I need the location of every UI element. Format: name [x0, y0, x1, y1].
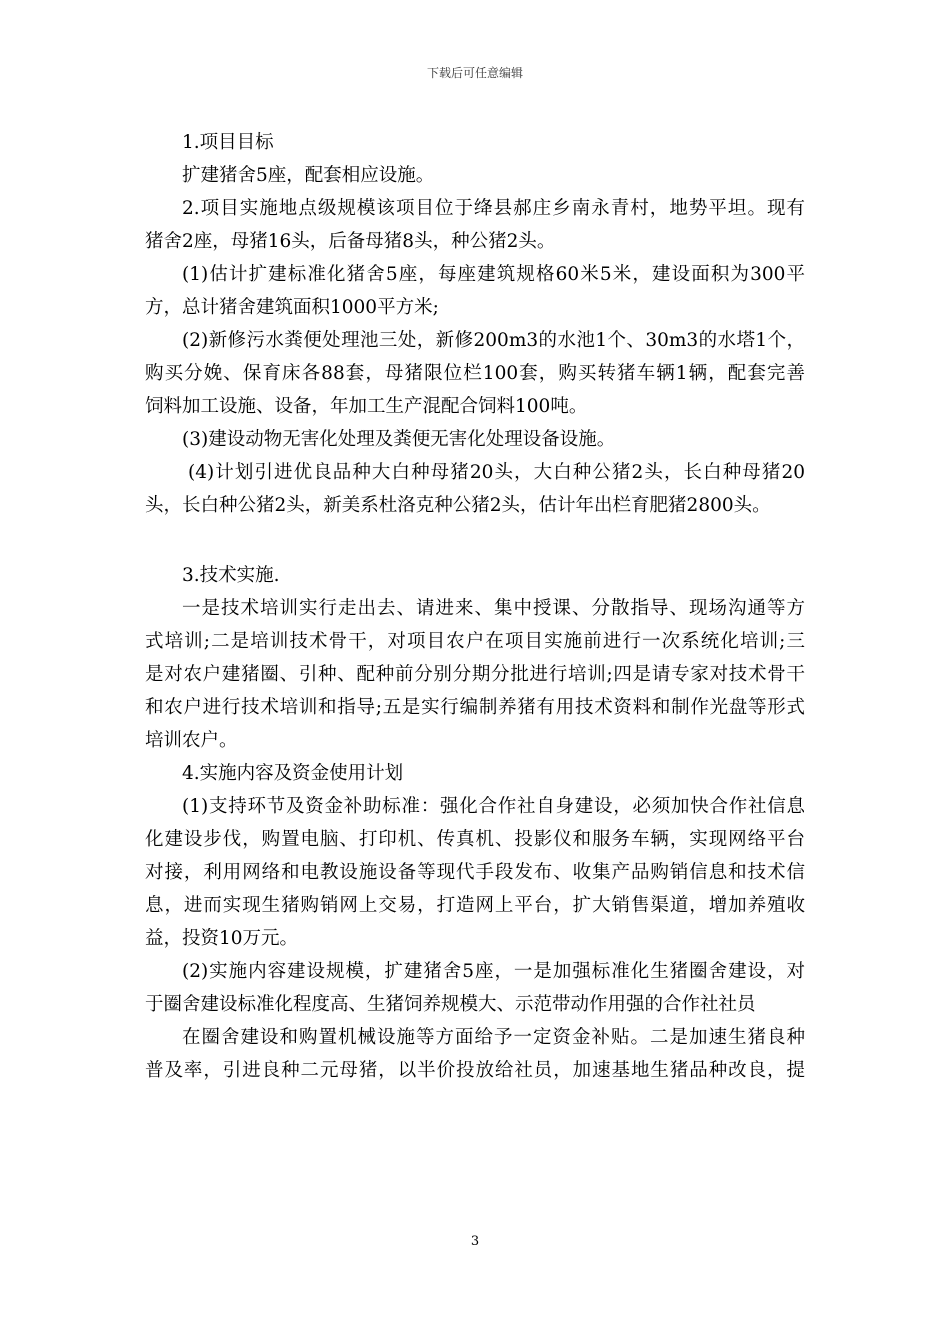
page-number: 3: [470, 1234, 480, 1249]
paragraph-line: 饲料加工设施、设备，年加工生产混配合饲料100吨。: [145, 396, 588, 417]
paragraph-line: 普及率，引进良种二元母猪，以半价投放给社员，加速基地生猪品种改良，提: [145, 1060, 805, 1081]
paragraph-line: (3)建设动物无害化处理及粪便无害化处理设备设施。: [182, 429, 616, 450]
paragraph-line: 猪舍2座，母猪16头，后备母猪8头，种公猪2头。: [145, 231, 556, 252]
blank-line: [145, 522, 805, 559]
document-body: [145, 126, 805, 1087]
paragraph-line: 益，投资10万元。: [145, 928, 299, 949]
paragraph-line: 化建设步伐，购置电脑、打印机、传真机、投影仪和服务车辆，实现网络平台: [145, 829, 805, 850]
paragraph-line: 和农户进行技术培训和指导;五是实行编制养猪有用技术资料和制作光盘等形式: [145, 697, 805, 718]
paragraph-line: (2)新修污水粪便处理池三处，新修200m3的水池1个、30m3的水塔1个，: [182, 330, 805, 351]
paragraph-line: (2)实施内容建设规模，扩建猪舍5座，一是加强标准化生猪圈舍建设，对: [182, 961, 805, 982]
paragraph-line: 扩建猪舍5座，配套相应设施。: [182, 165, 435, 186]
section-heading: 1.项目目标: [182, 132, 274, 153]
paragraph-line: 购买分娩、保育床各88套，母猪限位栏100套，购买转猪车辆1辆，配套完善: [145, 363, 805, 384]
paragraph-line: 2.项目实施地点级规模该项目位于绛县郝庄乡南永青村，地势平坦。现有: [182, 198, 805, 219]
section-heading: 3.技术实施.: [182, 565, 280, 586]
paragraph-line: (1)支持环节及资金补助标准：强化合作社自身建设，必须加快合作社信息: [182, 796, 805, 817]
paragraph-line: 息，进而实现生猪购销网上交易，打造网上平台，扩大销售渠道，增加养殖收: [145, 895, 805, 916]
paragraph-line: (1)估计扩建标准化猪舍5座，每座建筑规格60米5米，建设面积为300平: [182, 264, 805, 285]
paragraph-line: 方，总计猪舍建筑面积1000平方米;: [145, 297, 439, 318]
paragraph-line: 在圈舍建设和购置机械设施等方面给予一定资金补贴。二是加速生猪良种: [182, 1027, 805, 1048]
paragraph-line: (4)计划引进优良品种大白种母猪20头，大白种公猪2头，长白种母猪20: [188, 462, 805, 483]
page-header: 下载后可任意编辑: [426, 66, 523, 80]
paragraph-line: 式培训;二是培训技术骨干，对项目农户在项目实施前进行一次系统化培训;三: [145, 631, 805, 652]
section-heading: 4.实施内容及资金使用计划: [182, 763, 404, 784]
paragraph-line: 于圈舍建设标准化程度高、生猪饲养规模大、示范带动作用强的合作社社员: [145, 994, 756, 1015]
paragraph-line: 对接，利用网络和电教设施设备等现代手段发布、收集产品购销信息和技术信: [145, 862, 805, 883]
paragraph-line: 一是技术培训实行走出去、请进来、集中授课、分散指导、现场沟通等方: [182, 598, 805, 619]
paragraph-line: 培训农户。: [145, 730, 238, 751]
paragraph-line: 是对农户建猪圈、引种、配种前分别分期分批进行培训;四是请专家对技术骨干: [145, 664, 805, 685]
paragraph-line: 头，长白种公猪2头，新美系杜洛克种公猪2头，估计年出栏育肥猪2800头。: [145, 495, 771, 516]
